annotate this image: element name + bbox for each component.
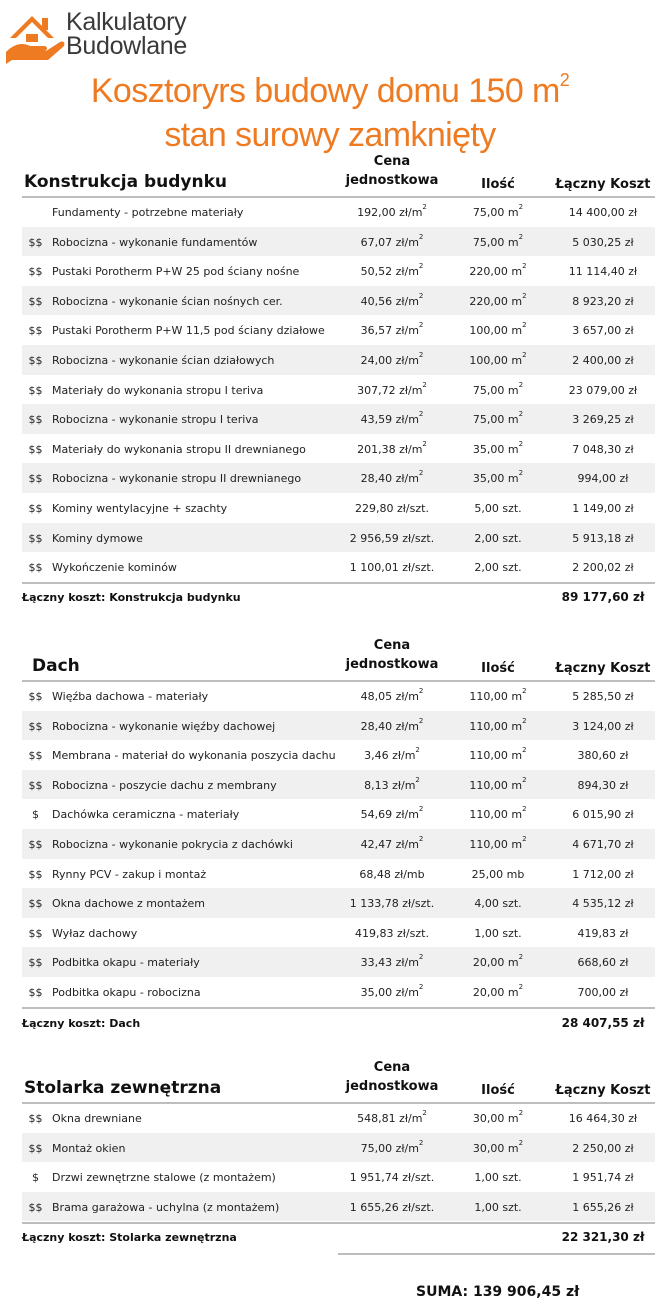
divider	[338, 1253, 655, 1255]
quantity: 75,00 $m^2$	[472, 232, 524, 249]
item-name: Membrana - materiał do wykonania poszycia dachu	[52, 749, 336, 763]
item-total: 994,00 zł	[577, 472, 629, 486]
quantity: 220,00 $m^2$	[469, 291, 527, 308]
brand-line1: Kalkulatory	[66, 8, 187, 36]
unit-price: 42,47 $zł/m^2$	[360, 834, 424, 851]
unit-price: 548,81 $zł/m^2$	[357, 1109, 427, 1125]
quantity: 110,00 $m^2$	[469, 834, 527, 851]
grand-total: SUMA: 139 906,45 zł	[416, 1284, 580, 1300]
col-quantity: Ilość	[481, 177, 515, 192]
item-total: 2 400,00 zł	[572, 353, 634, 367]
item-total: 4 671,70 zł	[572, 837, 634, 851]
house-hand-icon	[4, 8, 66, 64]
table-row	[22, 256, 655, 286]
item-name: Pustaki Porotherm P+W 25 pod ściany nośne	[52, 265, 300, 279]
item-total: 16 464,30 zł	[568, 1112, 638, 1125]
item-total: 5 285,50 zł	[572, 690, 634, 703]
unit-price: 75,00 $zł/m^2$	[360, 1138, 424, 1155]
price-level: $$	[28, 324, 43, 338]
unit-price: 2 956,59 zł/szt.	[349, 531, 435, 545]
unit-price: 35,00 $zł/m^2$	[360, 982, 424, 999]
item-total: 2 200,02 zł	[572, 561, 634, 575]
divider	[22, 1222, 655, 1224]
item-total: 3 269,25 zł	[572, 413, 634, 427]
item-total: 380,60 zł	[577, 749, 629, 763]
unit-price: 67,07 $zł/m^2$	[360, 232, 424, 249]
item-total: 14 400,00 zł	[568, 206, 638, 219]
item-total: 1 655,26 zł	[572, 1200, 634, 1214]
unit-price: 307,72 $zł/m^2$	[357, 380, 427, 397]
price-level: $$	[28, 897, 43, 911]
item-total: 1 712,00 zł	[572, 867, 634, 881]
divider	[22, 1007, 655, 1009]
subtotal-label: Łączny koszt: Dach	[22, 1017, 141, 1030]
quantity: 30,00 $m^2$	[472, 1109, 524, 1125]
item-name: Montaż okien	[52, 1141, 126, 1155]
section-title: Dach	[32, 656, 80, 676]
item-name: Robocizna - wykonanie więźby dachowej	[52, 719, 276, 733]
unit-price: 24,00 $zł/m^2$	[360, 350, 424, 367]
table-row	[22, 552, 655, 582]
table-row	[22, 829, 655, 859]
item-name: Brama garażowa - uchylna (z montażem)	[52, 1200, 280, 1214]
table-row	[22, 740, 655, 770]
price-level: $$	[28, 778, 43, 792]
col-total: Łączny Koszt	[555, 177, 651, 192]
table-row	[22, 523, 655, 553]
quantity: 110,00 $m^2$	[469, 746, 527, 763]
unit-price: 1 100,01 zł/szt.	[349, 561, 435, 575]
table-row	[22, 434, 655, 464]
price-level: $$	[28, 837, 43, 851]
price-level: $$	[28, 985, 43, 999]
table-row	[22, 681, 655, 711]
unit-price: 8,13 $zł/m^2$	[364, 775, 420, 792]
col-total: Łączny Koszt	[555, 661, 651, 676]
item-total: 2 250,00 zł	[572, 1141, 634, 1155]
table-row	[22, 286, 655, 316]
subtotal-label: Łączny koszt: Stolarka zewnętrzna	[22, 1231, 237, 1244]
item-name: Robocizna - wykonanie ścian nośnych cer.	[52, 294, 283, 308]
unit-price: 43,59 $zł/m^2$	[360, 410, 424, 427]
quantity: 110,00 $m^2$	[469, 805, 527, 822]
unit-price: 3,46 $zł/m^2$	[364, 746, 420, 763]
price-level: $$	[28, 353, 43, 367]
table-row	[22, 977, 655, 1007]
item-total: 668,60 zł	[577, 956, 629, 970]
col-unit-price: Cena jednostkowa	[345, 1060, 439, 1094]
brand-line2: Budowlane	[66, 32, 188, 60]
unit-price: 48,05 $zł/m^2$	[360, 687, 424, 703]
brand-logo[interactable]	[4, 8, 204, 68]
price-level: $$	[28, 235, 43, 249]
quantity: 2,00 szt.	[474, 561, 522, 575]
item-name: Okna drewniane	[52, 1112, 142, 1125]
quantity: 2,00 szt.	[474, 531, 522, 545]
unit-price: 1 951,74 zł/szt.	[349, 1171, 435, 1185]
item-name: Robocizna - wykonanie stropu II drewnianego	[52, 472, 302, 486]
item-total: 4 535,12 zł	[572, 897, 634, 911]
table-row	[22, 799, 655, 829]
quantity: 5,00 szt.	[474, 501, 522, 515]
unit-price: 68,48 zł/mb	[359, 867, 425, 881]
item-name: Materiały do wykonania stropu I teriva	[52, 383, 264, 397]
table-row	[22, 375, 655, 405]
item-name: Wyłaz dachowy	[52, 926, 138, 940]
divider	[22, 582, 655, 584]
unit-price: 40,56 $zł/m^2$	[360, 291, 424, 308]
table-row	[22, 197, 655, 227]
item-name: Dachówka ceramiczna - materiały	[52, 808, 240, 822]
page-subtitle: stan surowy zamknięty	[164, 116, 496, 154]
quantity: 100,00 $m^2$	[469, 321, 527, 338]
price-level: $$	[28, 719, 43, 733]
quantity: 1,00 szt.	[474, 1200, 522, 1214]
cost-table-construction	[22, 197, 655, 582]
unit-price: 54,69 $zł/m^2$	[360, 805, 424, 822]
item-name: Więźba dachowa - materiały	[52, 690, 209, 703]
table-row	[22, 1103, 655, 1133]
quantity: 75,00 $m^2$	[472, 380, 524, 397]
item-name: Drzwi zewnętrzne stalowe (z montażem)	[52, 1171, 276, 1185]
col-quantity: Ilość	[481, 661, 515, 676]
item-name: Robocizna - wykonanie ścian działowych	[52, 353, 275, 367]
quantity: 1,00 szt.	[474, 1171, 522, 1185]
item-total: 5 030,25 zł	[572, 235, 634, 249]
subtotal-value: 89 177,60 zł	[561, 590, 645, 604]
table-row	[22, 1162, 655, 1192]
price-level: $$	[28, 265, 43, 279]
table-row	[22, 711, 655, 741]
item-total: 419,83 zł	[577, 926, 629, 940]
item-total: 6 015,90 zł	[572, 808, 634, 822]
table-row	[22, 1133, 655, 1163]
table-row	[22, 888, 655, 918]
section-header-construction	[24, 152, 655, 194]
item-name: Podbitka okapu - robocizna	[52, 985, 201, 999]
quantity: 25,00 mb	[471, 867, 525, 881]
quantity: 35,00 $m^2$	[472, 439, 524, 456]
cost-table-windows-doors	[22, 1103, 655, 1221]
unit-price: 1 133,78 zł/szt.	[349, 897, 435, 911]
quantity: 4,00 szt.	[474, 897, 522, 911]
price-level: $$	[28, 749, 43, 763]
unit-price: 229,80 zł/szt.	[355, 501, 429, 515]
table-row	[22, 463, 655, 493]
item-total: 11 114,40 zł	[568, 265, 638, 279]
item-name: Robocizna - poszycie dachu z membrany	[52, 778, 277, 792]
price-level: $$	[28, 501, 43, 515]
quantity: 1,00 szt.	[474, 926, 522, 940]
item-total: 1 951,74 zł	[572, 1171, 634, 1185]
quantity: 100,00 $m^2$	[469, 350, 527, 367]
page-title-sup: 2	[559, 70, 570, 90]
page-title	[0, 72, 660, 111]
section-header-windows-doors	[24, 1058, 655, 1100]
unit-price: 36,57 $zł/m^2$	[360, 321, 424, 338]
section-title: Stolarka zewnętrzna	[24, 1078, 222, 1098]
table-row	[22, 493, 655, 523]
price-level: $$	[28, 956, 43, 970]
price-level: $$	[28, 413, 43, 427]
item-total: 8 923,20 zł	[572, 294, 634, 308]
item-name: Podbitka okapu - materiały	[52, 956, 200, 970]
col-unit-price: Cena jednostkowa	[345, 154, 439, 188]
unit-price: 28,40 $zł/m^2$	[360, 716, 424, 733]
quantity: 30,00 $m^2$	[472, 1138, 524, 1155]
item-name: Robocizna - wykonanie fundamentów	[52, 235, 258, 249]
col-total: Łączny Koszt	[555, 1083, 651, 1098]
subtotal-label: Łączny koszt: Konstrukcja budynku	[22, 591, 241, 604]
quantity: 75,00 $m^2$	[472, 203, 524, 219]
price-level: $$	[28, 690, 43, 703]
quantity: 35,00 $m^2$	[472, 469, 524, 486]
price-level: $$	[28, 1141, 43, 1155]
price-level: $$	[28, 1112, 43, 1125]
item-name: Kominy wentylacyjne + szachty	[52, 501, 228, 515]
cost-table-roof	[22, 681, 655, 1007]
price-level: $$	[28, 867, 43, 881]
page-title-text: Kosztoryrs budowy domu 150 m	[90, 72, 560, 110]
table-row	[22, 404, 655, 434]
item-name: Materiały do wykonania stropu II drewnianego	[52, 442, 306, 456]
item-name: Wykończenie kominów	[52, 561, 177, 575]
price-level: $	[32, 1171, 39, 1185]
price-level: $$	[28, 531, 43, 545]
table-row	[22, 1192, 655, 1222]
col-unit-price: Cena jednostkowa	[345, 638, 439, 672]
item-name: Okna dachowe z montażem	[52, 897, 205, 911]
price-level: $$	[28, 1200, 43, 1214]
table-row	[22, 315, 655, 345]
table-row	[22, 918, 655, 948]
item-total: 3 124,00 zł	[572, 719, 634, 733]
unit-price: 1 655,26 zł/szt.	[349, 1200, 435, 1214]
item-total: 1 149,00 zł	[572, 501, 634, 515]
item-name: Robocizna - wykonanie stropu I teriva	[52, 413, 259, 427]
item-name: Fundamenty - potrzebne materiały	[52, 206, 244, 219]
price-level: $$	[28, 472, 43, 486]
quantity: 20,00 $m^2$	[472, 953, 524, 970]
quantity: 110,00 $m^2$	[469, 687, 527, 703]
section-title: Konstrukcja budynku	[24, 172, 228, 192]
price-level: $$	[28, 442, 43, 456]
item-total: 23 079,00 zł	[568, 383, 638, 397]
subtotal-value: 28 407,55 zł	[561, 1016, 645, 1030]
unit-price: 33,43 $zł/m^2$	[360, 953, 424, 970]
unit-price: 192,00 $zł/m^2$	[357, 203, 427, 219]
table-row	[22, 770, 655, 800]
quantity: 20,00 $m^2$	[472, 982, 524, 999]
section-header-roof	[24, 636, 655, 678]
item-name: Kominy dymowe	[52, 531, 143, 545]
item-name: Pustaki Porotherm P+W 11,5 pod ściany działowe	[52, 324, 325, 338]
item-total: 894,30 zł	[577, 778, 629, 792]
col-quantity: Ilość	[481, 1083, 515, 1098]
price-level: $$	[28, 926, 43, 940]
item-name: Robocizna - wykonanie pokrycia z dachówki	[52, 837, 293, 851]
quantity: 110,00 $m^2$	[469, 775, 527, 792]
quantity: 220,00 $m^2$	[469, 262, 527, 279]
table-row	[22, 859, 655, 889]
quantity: 110,00 $m^2$	[469, 716, 527, 733]
quantity: 75,00 $m^2$	[472, 410, 524, 427]
table-row	[22, 345, 655, 375]
price-level: $$	[28, 561, 43, 575]
unit-price: 201,38 $zł/m^2$	[357, 439, 427, 456]
item-total: 5 913,18 zł	[572, 531, 634, 545]
price-level: $$	[28, 294, 43, 308]
price-level: $$	[28, 383, 43, 397]
unit-price: 419,83 zł/szt.	[355, 926, 429, 940]
item-name: Rynny PCV - zakup i montaż	[52, 867, 207, 881]
item-total: 7 048,30 zł	[572, 442, 634, 456]
table-row	[22, 227, 655, 257]
item-total: 3 657,00 zł	[572, 324, 634, 338]
unit-price: 50,52 $zł/m^2$	[360, 262, 424, 279]
table-row	[22, 947, 655, 977]
item-total: 700,00 zł	[577, 985, 629, 999]
subtotal-value: 22 321,30 zł	[561, 1230, 645, 1244]
unit-price: 28,40 $zł/m^2$	[360, 469, 424, 486]
price-level: $	[32, 808, 39, 822]
